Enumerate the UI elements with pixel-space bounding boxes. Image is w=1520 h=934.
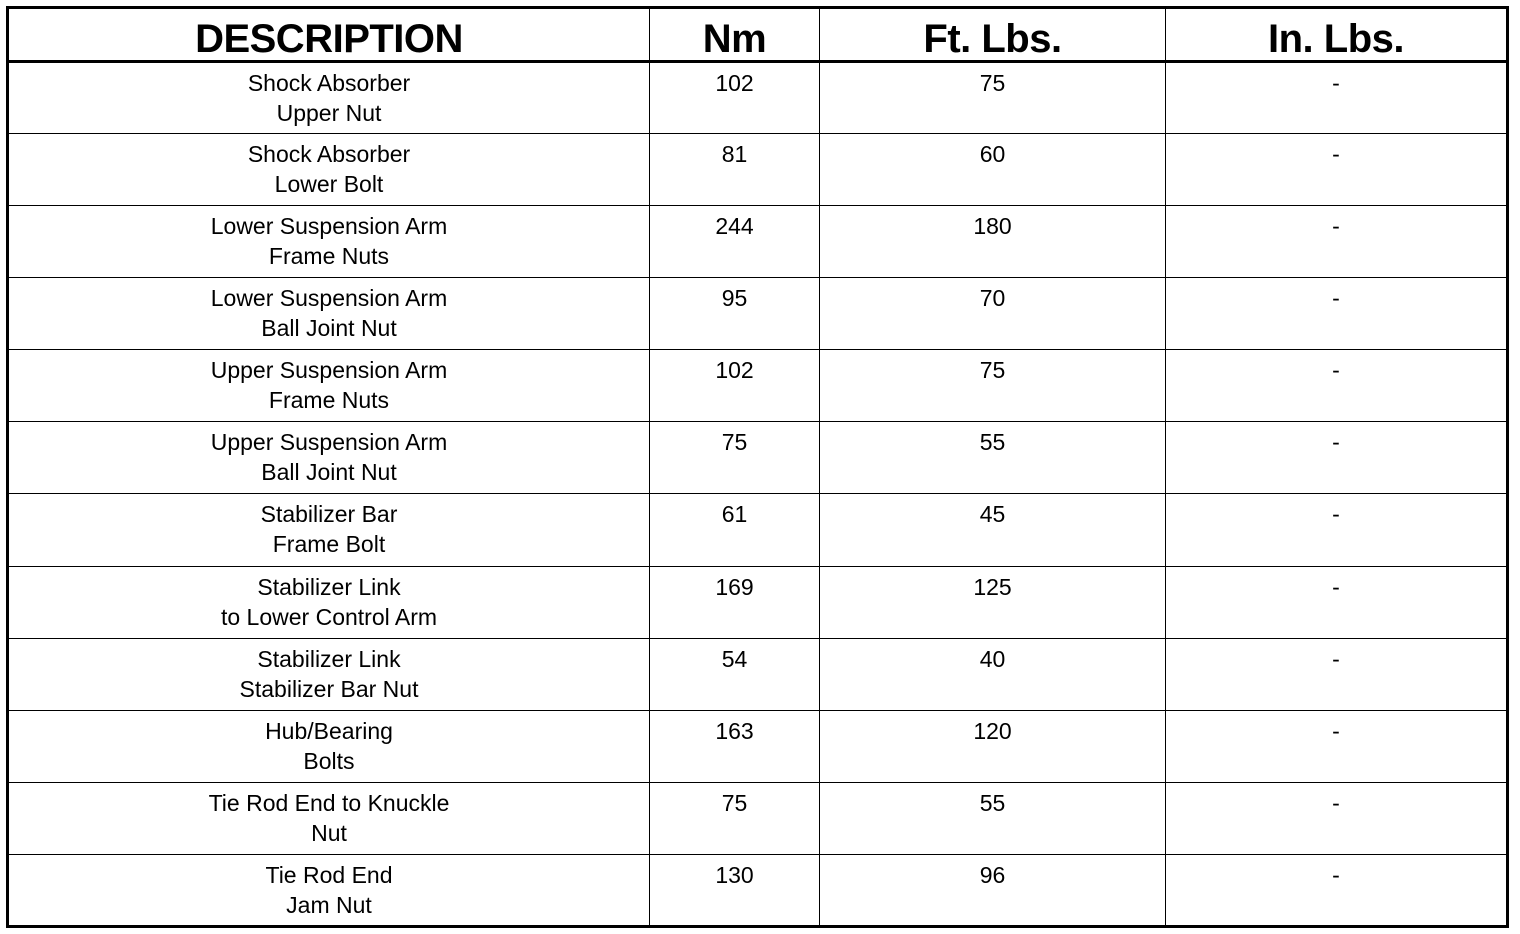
description-line-1: Shock Absorber <box>247 70 411 96</box>
description-cell <box>8 134 650 206</box>
table-row <box>8 566 1508 638</box>
description-cell <box>8 566 650 638</box>
ft-lbs-cell: 55 <box>820 422 1166 494</box>
description-line-2: Ball Joint Nut <box>261 459 397 486</box>
description-cell <box>8 494 650 566</box>
nm-cell: 75 <box>650 422 820 494</box>
in-lbs-cell: - <box>1166 62 1508 134</box>
nm-cell: 75 <box>650 782 820 854</box>
description-line-2: Jam Nut <box>286 891 372 918</box>
description-cell <box>8 422 650 494</box>
table-body <box>8 62 1508 927</box>
description-line-1: Upper Suspension Arm <box>210 429 448 456</box>
in-lbs-cell: - <box>1166 710 1508 782</box>
table-row <box>8 350 1508 422</box>
description-cell <box>8 782 650 854</box>
description-line-2: Frame Nuts <box>268 243 390 270</box>
description-cell <box>8 206 650 278</box>
table-row <box>8 278 1508 350</box>
description-line-2: Ball Joint Nut <box>261 315 397 342</box>
description-line-1: Hub/Bearing <box>265 717 393 744</box>
description-line-2: Lower Bolt <box>274 171 384 198</box>
ft-lbs-cell: 180 <box>820 206 1166 278</box>
table-row <box>8 206 1508 278</box>
nm-cell: 102 <box>650 62 820 134</box>
description-line-1: Shock Absorber <box>247 141 411 168</box>
ft-lbs-cell: 75 <box>820 62 1166 134</box>
ft-lbs-cell: 40 <box>820 638 1166 710</box>
in-lbs-cell: - <box>1166 206 1508 278</box>
in-lbs-cell: - <box>1166 566 1508 638</box>
header-in-lbs: In. Lbs. <box>1166 8 1508 62</box>
ft-lbs-cell: 96 <box>820 854 1166 926</box>
description-cell <box>8 638 650 710</box>
table-row <box>8 134 1508 206</box>
in-lbs-cell: - <box>1166 278 1508 350</box>
table-row <box>8 638 1508 710</box>
nm-cell: 54 <box>650 638 820 710</box>
nm-cell: 163 <box>650 710 820 782</box>
description-cell <box>8 710 650 782</box>
description-cell <box>8 854 650 926</box>
description-line-1: Upper Suspension Arm <box>210 357 448 384</box>
in-lbs-cell: - <box>1166 422 1508 494</box>
header-row <box>8 8 1508 62</box>
nm-cell: 95 <box>650 278 820 350</box>
table-row <box>8 782 1508 854</box>
ft-lbs-cell: 45 <box>820 494 1166 566</box>
description-line-1: Lower Suspension Arm <box>210 213 448 240</box>
nm-cell: 102 <box>650 350 820 422</box>
header-nm: Nm <box>650 8 820 62</box>
description-line-2: Frame Nuts <box>268 387 390 414</box>
description-line-2: Frame Bolt <box>272 531 386 558</box>
in-lbs-cell: - <box>1166 134 1508 206</box>
table-row <box>8 710 1508 782</box>
nm-cell: 130 <box>650 854 820 926</box>
ft-lbs-cell: 70 <box>820 278 1166 350</box>
description-line-2: Upper Nut <box>276 100 382 126</box>
description-cell <box>8 278 650 350</box>
table-row <box>8 854 1508 926</box>
nm-cell: 169 <box>650 566 820 638</box>
description-line-1: Stabilizer Link <box>257 573 401 600</box>
header-ft-lbs: Ft. Lbs. <box>820 8 1166 62</box>
nm-cell: 61 <box>650 494 820 566</box>
table-row <box>8 422 1508 494</box>
description-line-1: Stabilizer Link <box>257 645 401 672</box>
description-line-1: Tie Rod End <box>265 861 393 888</box>
ft-lbs-cell: 60 <box>820 134 1166 206</box>
header-description: DESCRIPTION <box>8 8 650 62</box>
ft-lbs-cell: 55 <box>820 782 1166 854</box>
in-lbs-cell: - <box>1166 854 1508 926</box>
table-row <box>8 494 1508 566</box>
ft-lbs-cell: 75 <box>820 350 1166 422</box>
nm-cell: 81 <box>650 134 820 206</box>
description-line-2: to Lower Control Arm <box>220 603 438 630</box>
nm-cell: 244 <box>650 206 820 278</box>
ft-lbs-cell: 125 <box>820 566 1166 638</box>
description-cell <box>8 62 650 134</box>
description-line-2: Nut <box>311 819 347 846</box>
in-lbs-cell: - <box>1166 350 1508 422</box>
torque-spec-table <box>6 6 1509 928</box>
description-line-1: Tie Rod End to Knuckle <box>208 789 450 816</box>
description-cell <box>8 350 650 422</box>
in-lbs-cell: - <box>1166 782 1508 854</box>
in-lbs-cell: - <box>1166 494 1508 566</box>
ft-lbs-cell: 120 <box>820 710 1166 782</box>
table-row <box>8 62 1508 134</box>
description-line-2: Bolts <box>303 747 355 774</box>
in-lbs-cell: - <box>1166 638 1508 710</box>
description-line-1: Stabilizer Bar <box>260 501 398 528</box>
description-line-1: Lower Suspension Arm <box>210 285 448 312</box>
description-line-2: Stabilizer Bar Nut <box>239 675 419 702</box>
